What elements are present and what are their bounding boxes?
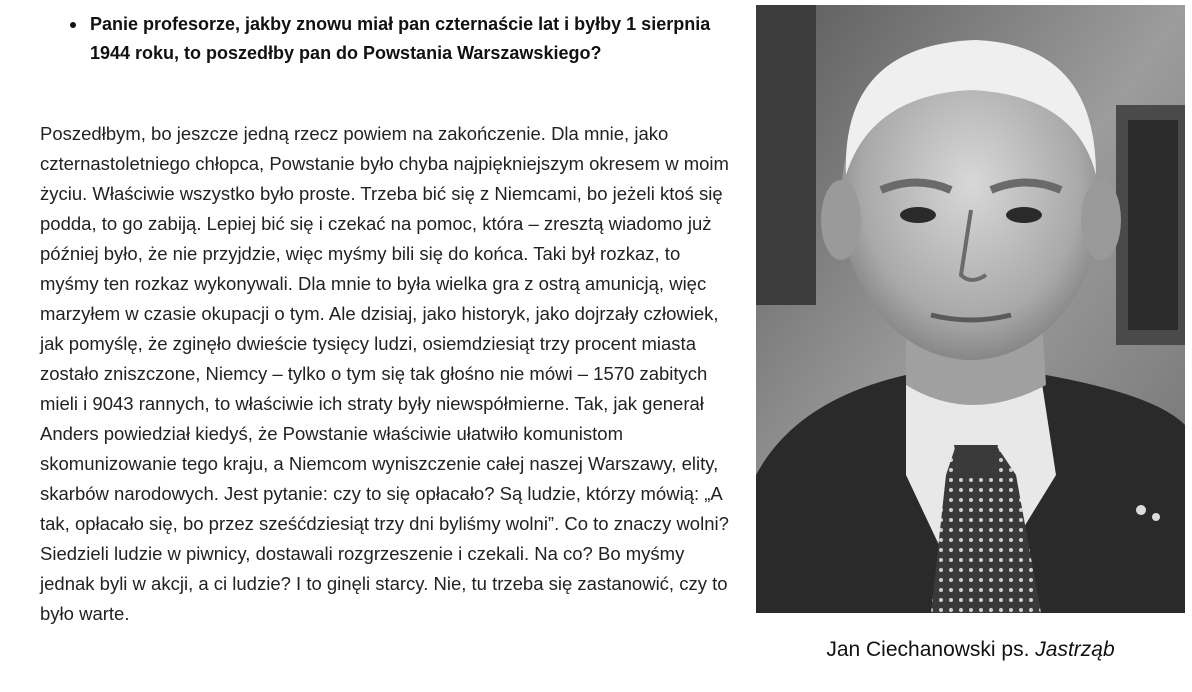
caption-alias: Jastrząb (1035, 638, 1115, 661)
portrait-photo (756, 5, 1185, 613)
caption-name: Jan Ciechanowski ps. (826, 638, 1030, 661)
question-item (70, 10, 720, 68)
answer-paragraph: Poszedłbym, bo jeszcze jedną rzecz powiem na zakończenie. Dla mnie, jako czternastoletniego chłopca, Powstanie było chyba najpiękniejszym okresem w moim życiu. Właściwie wszystko było proste. Trzeba bić się z Niemcami, bo jeżeli ktoś się podda, to go zabiją. Lepiej bić się i czekać na pomoc, która – zresztą wiadomo już później było, że nie przyjdzie, więc myśmy bili się do końca. Taki był rozkaz, to myśmy ten rozkaz wykonywali. Dla mnie to była wielka gra z ostrą amunicją, więc marzyłem w czasie okupacji o tym. Ale dzisiaj, jako historyk, jako dojrzały człowiek, jak pomyślę, że zginęło dwieście tysięcy ludzi, osiemdziesiąt trzy procent miasta zostało zniszczone, Niemcy – tylko o tym się tak głośno nie mówi – 1570 zabitych mieli i 9043 rannych, to właściwie ich straty były niewspółmierne. Tak, jak generał Anders powiedział kiedyś, że Powstanie właściwie ułatwiło komunistom skomunizowanie tego kraju, a Niemcom wyniszczenie całej naszej Warszawy, elity, skarbów narodowych. Jest pytanie: czy to się opłacało? Są ludzie, którzy mówią: „A tak, opłacało się, bo przez sześćdziesiąt trzy dni byliśmy wolni”. Co to znaczy wolni? Siedzieli ludzie w piwnicy, dostawali rozgrzeszenie i czekali. Na co? Bo myśmy jednak byli w akcji, a ci ludzie? I to ginęli starcy. Nie, tu trzeba się zastanowić, czy to było warte. (40, 123, 729, 624)
photo-caption (756, 638, 1185, 662)
question-text: Panie profesorze, jakby znowu miał pan czternaście lat i byłby 1 sierpnia 1944 roku, to poszedłby pan do Powstania Warszawskiego? (90, 14, 711, 63)
bullet-icon (70, 22, 76, 28)
question-list (70, 10, 720, 68)
portrait-image (756, 5, 1185, 613)
